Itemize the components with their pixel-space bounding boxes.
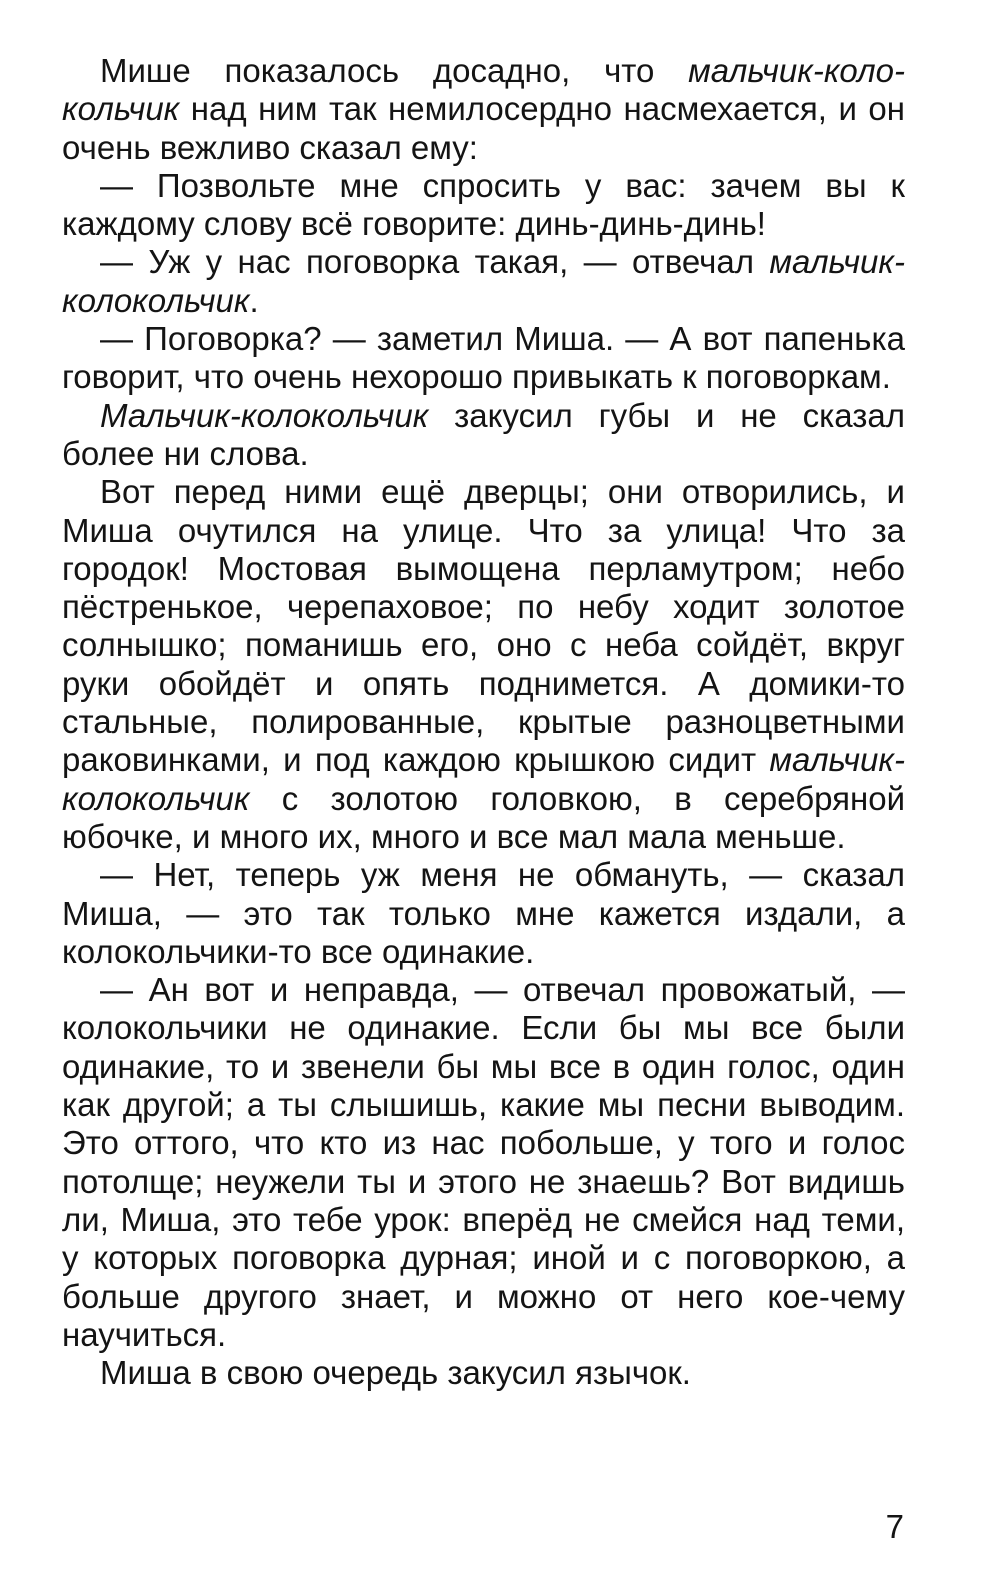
paragraph (62, 167, 905, 244)
text-run: Мише показалось досадно, что (100, 52, 689, 89)
page-number: 7 (885, 1508, 904, 1545)
text-run: закусил губы и не сказал более ни слова. (62, 396, 905, 472)
paragraph (62, 320, 905, 397)
paragraph (62, 397, 905, 474)
text-run: с золотою головкою, в серебряной юбочке, и много их, много и все мал мала меньше. (62, 779, 905, 855)
page-body (62, 52, 905, 1392)
italic-run: мальчик-колокольчик (62, 52, 905, 128)
text-run: — Поговорка? — заметил Миша. — А вот папенька говорит, что очень нехорошо привыкать к поговоркам. (62, 320, 905, 396)
text-run: над ним так немилосердно насмехается, и он очень вежливо сказал ему: (62, 90, 905, 166)
italic-run: Мальчик-колокольчик (100, 396, 429, 434)
paragraph (62, 473, 905, 856)
text-run: — Нет, теперь уж меня не обмануть, — сказал Миша, — это так только мне кажется издали, а колокольчики-то все одинакие. (62, 856, 905, 970)
text-run: — Ан вот и неправда, — отвечал провожатый, — колокольчики не одинакие. Если бы мы все были одинакие, то и звенели бы мы все в один голос, один как другой; а ты слышишь, какие мы песни выводим. Это оттого, что кто из нас побольше, у того и голос потолще; неужели ты и этого не знаешь? Вот видишь ли, Миша, это тебе урок: вперёд не смейся над теми, у которых поговорка дурная; иной и с поговоркою, а больше другого знает, и можно от него кое-чему научиться. (62, 971, 905, 1353)
text-run: Вот перед ними ещё дверцы; они отворились, и Миша очутился на улице. Что за улица! Что за городок! Мостовая вымощена перламутром; небо пёстренькое, черепаховое; по небу ходит золотое солнышко; поманишь его, оно с неба сойдёт, вкруг руки обойдёт и опять поднимется. А домики-то стальные, полированные, крытые разноцветными раковинками, и под каждою крышкою сидит (62, 473, 905, 779)
text-run: . (249, 281, 259, 319)
paragraph (62, 52, 905, 167)
italic-run: мальчик-колокольчик (62, 741, 905, 817)
paragraph (62, 243, 905, 320)
paragraph (62, 856, 905, 971)
text-run: — Уж у нас поговорка такая, — отвечал (100, 243, 770, 281)
paragraph (62, 1354, 905, 1392)
paragraph (62, 971, 905, 1354)
italic-run: мальчик-колокольчик (62, 243, 905, 319)
text-run: — Позвольте мне спросить у вас: зачем вы к каждому слову всё говорите: динь-динь-динь! (62, 166, 905, 243)
text-run: Миша в свою очередь закусил язычок. (100, 1354, 691, 1392)
